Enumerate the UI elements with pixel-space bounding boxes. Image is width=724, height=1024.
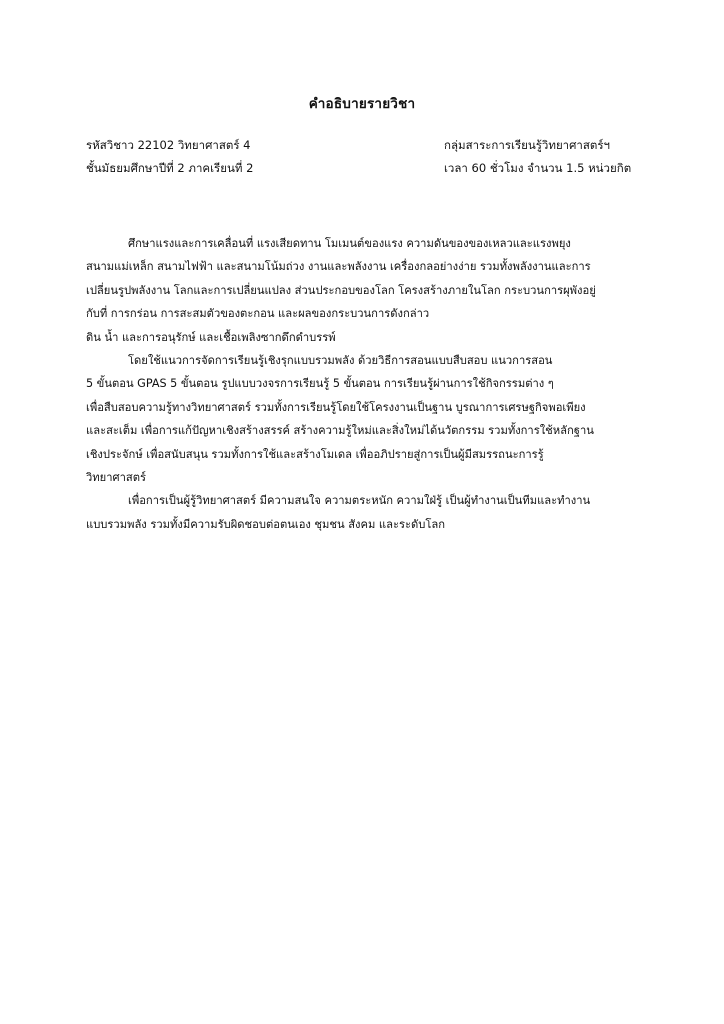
paragraph-line: แบบรวมพลัง รวมทั้งมีความรับผิดชอบต่อตนเอง ชุมชน สังคม และระดับโลก xyxy=(86,517,445,531)
course-info-right xyxy=(444,134,631,180)
paragraph-line: สนามแม่เหล็ก สนามไฟฟ้า และสนามโน้มถ่วง งานและพลังงาน เครื่องกลอย่างง่าย รวมทั้งพลังงานและการ xyxy=(86,260,591,274)
paragraph-line: เพื่อสืบสอบความรู้ทางวิทยาศาสตร์ รวมทั้งการเรียนรู้โดยใช้โครงงานเป็นฐาน บูรณาการเศรษฐกิจพอเพียง xyxy=(86,400,586,414)
course-info-left xyxy=(86,134,253,180)
document-title: คำอธิบายรายวิชา xyxy=(308,96,416,112)
paragraph-line: กับที่ การกร่อน การสะสมตัวของตะกอน และผลของกระบวนการดังกล่าว xyxy=(86,307,430,321)
course-code: รหัสวิชาว 22102 วิทยาศาสตร์ 4 xyxy=(86,138,251,152)
paragraph-line: และสะเต็ม เพื่อการแก้ปัญหาเชิงสร้างสรรค์ สร้างความรู้ใหม่และสิ่งใหม่ได้นวัตกรรม รวมทั้งการใช้หลักฐาน xyxy=(86,424,594,438)
paragraph-line: เพื่อการเป็นผู้รู้วิทยาศาสตร์ มีความสนใจ ความตระหนัก ความใฝ่รู้ เป็นผู้ทำงานเป็นทีมและทำงาน xyxy=(128,494,591,508)
learning-area: กลุ่มสาระการเรียนรู้วิทยาศาสตร์ฯ xyxy=(444,138,611,152)
paragraph-line: 5 ขั้นตอน GPAS 5 ขั้นตอน รูปแบบวงจรการเรียนรู้ 5 ขั้นตอน การเรียนรู้ผ่านการใช้กิจกรรมต่าง ๆ xyxy=(86,377,554,391)
paragraph-line: ศึกษาแรงและการเคลื่อนที่ แรงเสียดทาน โมเมนต์ของแรง ความดันของของเหลวและแรงพยุง xyxy=(128,237,571,250)
time-credits: เวลา 60 ชั่วโมง จำนวน 1.5 หน่วยกิต xyxy=(444,161,632,175)
paragraph-line: ดิน น้ำ และการอนุรักษ์ และเชื้อเพลิงซากดึกดำบรรพ์ xyxy=(86,330,336,344)
grade-term: ชั้นมัธยมศึกษาปีที่ 2 ภาคเรียนที่ 2 xyxy=(86,161,254,175)
paragraph-line: วิทยาศาสตร์ xyxy=(86,470,146,484)
paragraph-line: เปลี่ยนรูปพลังงาน โลกและการเปลี่ยนแปลง ส่วนประกอบของโลก โครงสร้างภายในโลก กระบวนการผุพังอยู่ xyxy=(86,283,596,297)
paragraph-line: โดยใช้แนวการจัดการเรียนรู้เชิงรุกแบบรวมพลัง ด้วยวิธีการสอนแบบสืบสอบ แนวการสอน xyxy=(128,353,553,367)
paragraph-line: เชิงประจักษ์ เพื่อสนับสนุน รวมทั้งการใช้และสร้างโมเดล เพื่ออภิปรายสู่การเป็นผู้มีสมรรถนะการรู้ xyxy=(86,447,544,461)
course-description xyxy=(86,232,638,536)
